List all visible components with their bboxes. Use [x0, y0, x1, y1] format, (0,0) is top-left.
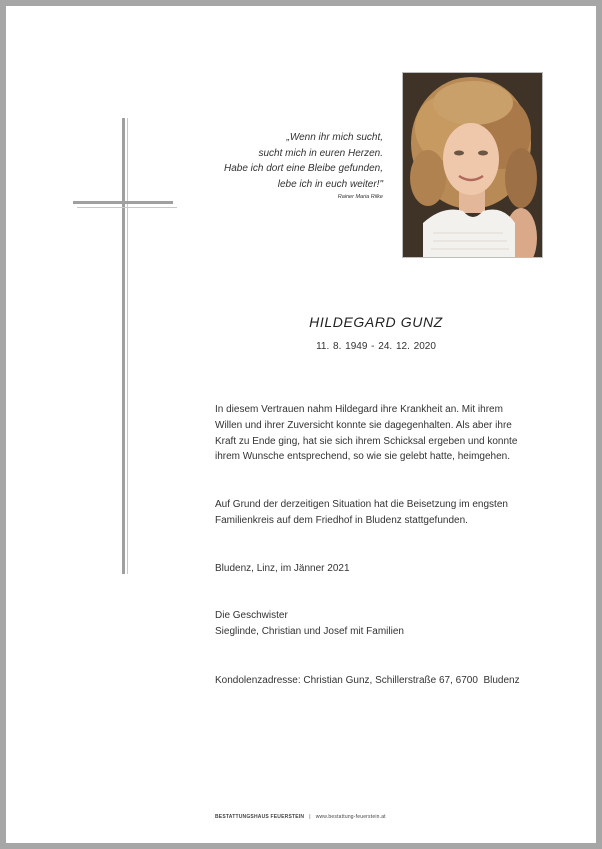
text-line: Familienkreis auf dem Friedhof in Bludenz stattgefunden. — [215, 514, 468, 526]
footer-separator: | — [309, 814, 311, 820]
text-line: Willen und ihrer Zuversicht konnte sie dagegenhalten. Als aber ihre — [215, 419, 512, 431]
text-line: ihrem Wunsche entsprechend, so wie sie gelebt hatte, heimgehen. — [215, 451, 510, 463]
funeral-home-website: www.bestattung-feuerstein.at — [315, 814, 386, 820]
place-date: Bludenz, Linz, im Jänner 2021 — [215, 563, 350, 574]
text-line: Kraft zu Ende ging, hat sie sich ihrem Schicksal ergeben und konnte — [215, 435, 518, 447]
memorial-quote — [123, 130, 383, 202]
text-line: Die Geschwister — [215, 610, 288, 621]
cross-horizontal-shadow — [77, 207, 177, 208]
footer — [215, 814, 386, 820]
mourners — [215, 608, 555, 640]
text-line: Auf Grund der derzeitigen Situation hat die Beisetzung im engsten — [215, 499, 508, 510]
portrait-image — [403, 73, 542, 257]
paragraph-illness — [215, 402, 555, 465]
life-dates: 11. 8. 1949 - 24. 12. 2020 — [316, 341, 436, 352]
condolence-address: Kondolenzadresse: Christian Gunz, Schillerstraße 67, 6700 Bludenz — [215, 675, 520, 686]
quote-line: Habe ich dort eine Bleibe gefunden, — [223, 163, 383, 174]
quote-author: Rainer Maria Rilke — [337, 194, 383, 200]
quote-line: lebe ich in euch weiter!" — [277, 178, 383, 190]
portrait-photo — [402, 72, 543, 258]
quote-line: „Wenn ihr mich sucht, — [286, 132, 383, 143]
quote-line: sucht mich in euren Herzen. — [258, 147, 383, 159]
text-line: In diesem Vertrauen nahm Hildegard ihre Krankheit an. Mit ihrem — [215, 404, 503, 415]
funeral-home-name: BESTATTUNGSHAUS FEUERSTEIN — [215, 814, 305, 820]
text-line: Sieglinde, Christian und Josef mit Familien — [215, 625, 404, 637]
deceased-name: HILDEGARD GUNZ — [309, 314, 443, 330]
paragraph-burial — [215, 497, 555, 529]
